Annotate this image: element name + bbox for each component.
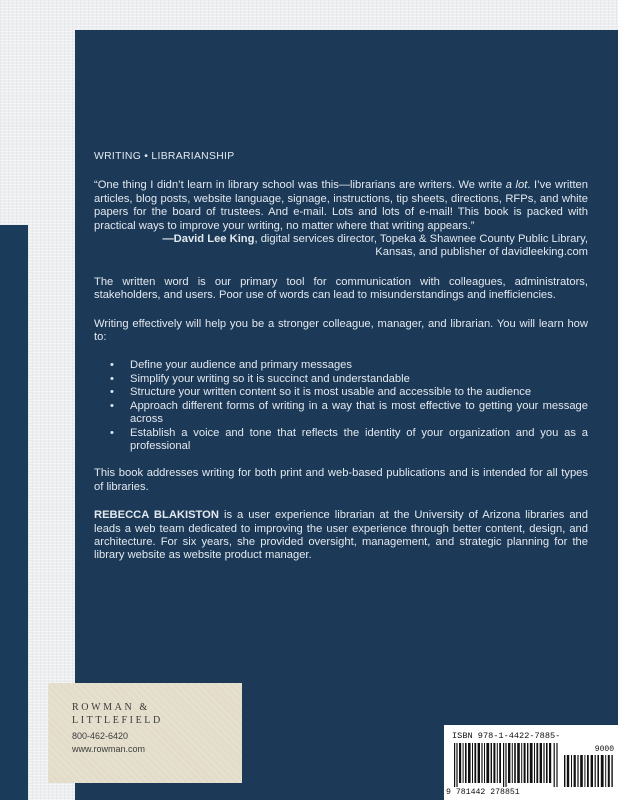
author-name: REBECCA BLAKISTON [94,509,219,522]
list-item-text: Define your audience and primary messages [130,359,353,372]
publisher-logo [72,701,163,727]
list-item-text: Simplify your writing so it is succinct and understandable [130,372,410,385]
bullet-icon: • [110,359,114,372]
quote-text-2: . I’ve written articles, blog posts, website language, signage, instructions, tip sheets, directions, RFPs, and white papers for the board of trustees. And e-mail. Lots and lots of e-mail! This book is packed with practical ways to improve your writing, no matter where that writing appears.” [94,179,588,232]
attribution-line-1: , digital services director, Topeka & Shawnee County Public Library, [254,233,588,246]
list-item [94,386,588,399]
learning-list [94,359,588,453]
bullet-icon: • [110,372,114,385]
quote-attribution [94,233,588,260]
list-item [94,373,588,386]
quote-italic: a lot [505,179,528,192]
category-label: WRITING • LIBRARIANSHIP [94,151,235,162]
list-item-text: Structure your written content so it is most usable and accessible to the audience [130,386,532,399]
bullet-icon: • [110,386,114,399]
bullet-icon: • [110,426,114,439]
list-item [94,400,588,427]
publisher-url: www.rowman.com [72,744,146,754]
list-item [94,427,588,454]
publisher-phone: 800-462-6420 [72,731,129,741]
isbn-text: ISBN 978-1-4422-7885- [452,731,561,741]
endorsement-quote [94,179,588,233]
barcode-addon-bars [564,755,614,787]
list-item-text: Approach different forms of writing in a way that is most effective to getting your message across [130,399,588,426]
publisher-logo-line-2: LITTLEFIELD [72,715,163,726]
scope-paragraph: This book addresses writing for both print and web-based publications and is intended for all types of libraries. [94,467,588,493]
list-item-text: Establish a voice and tone that reflects the identity of your organization and you as a professional [130,426,588,452]
bullet-icon: • [110,399,114,412]
publisher-logo-line-1: ROWMAN & [72,702,150,713]
author-bio [94,509,588,563]
quote-text-1: “One thing I didn’t learn in library school was this—librarians are writers. We write [94,179,506,192]
attribution-line-2: Kansas, and publisher of davidleeking.com [375,246,588,259]
barcode-main-bars [454,743,558,787]
author-bio-text: is a user experience librarian at the University of Arizona libraries and leads a web team dedicated to improving the user experience through better content, design, and architecture. For six years, she provided oversight, management, and strategic planning for the library website as website product manager. [94,509,589,562]
intro-paragraph: The written word is our primary tool for communication with colleagues, administrators, stakeholders, and users. Poor use of words can lead to misunderstandings and inefficiencies. [94,275,588,302]
barcode-box [444,725,618,800]
back-cover-text [94,150,588,578]
attribution-name: —David Lee King [162,233,255,246]
learn-paragraph: Writing effectively will help you be a stronger colleague, manager, and librarian. You will learn how to: [94,317,588,344]
publisher-box [48,683,242,783]
price-code: 9000 [594,745,614,754]
list-item [94,359,588,372]
left-color-strip [0,225,28,800]
barcode-digits: 9 781442 278851 [446,788,520,797]
